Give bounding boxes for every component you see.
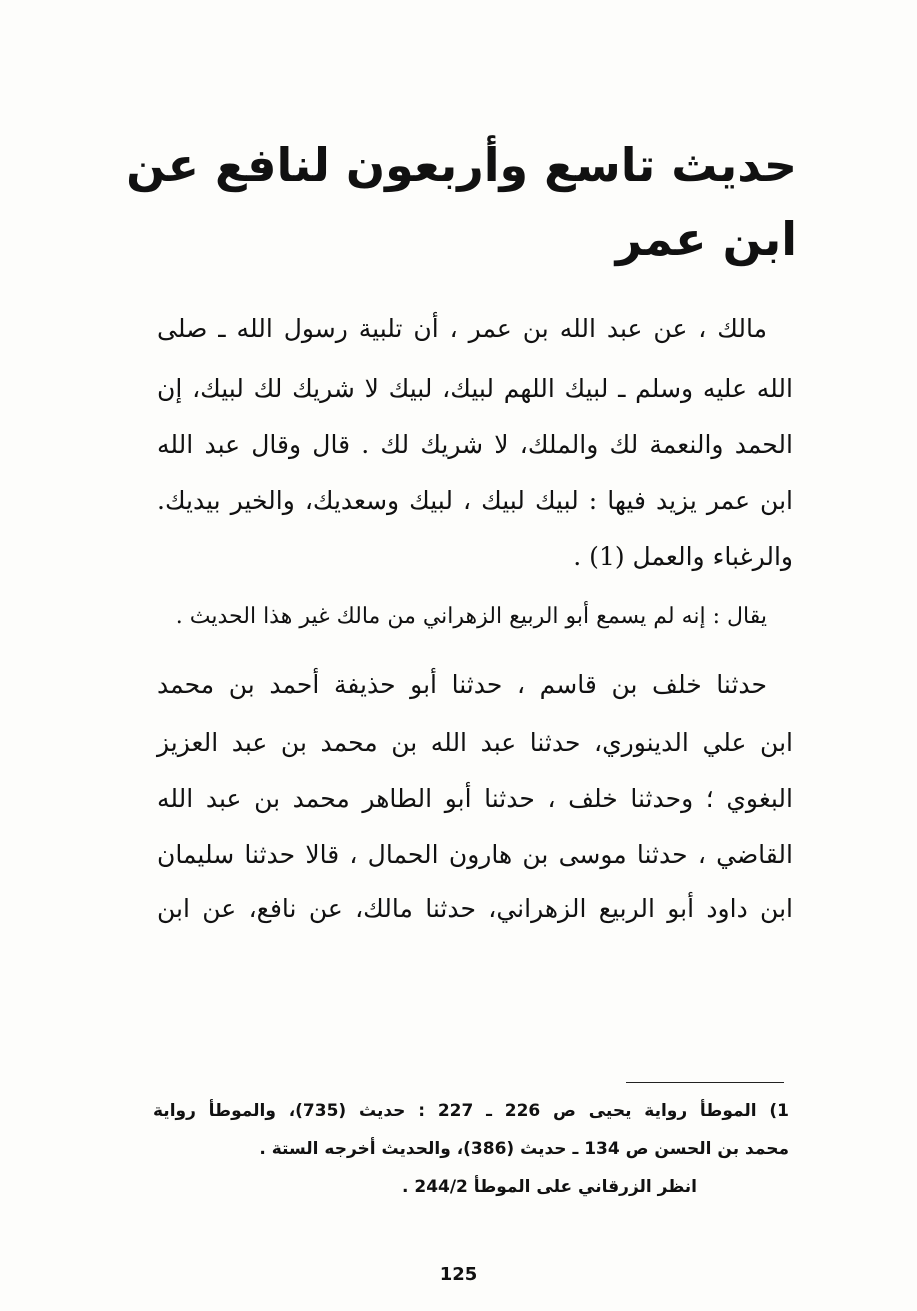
paragraph-1-line-4: ابن عمر يزيد فيها : لبيك لبيك ، لبيك وسعديك، والخير بيديك. [157, 486, 793, 515]
narrator-note: يقال : إنه لم يسمع أبو الربيع الزهراني من مالك غير هذا الحديث . [175, 604, 767, 629]
paragraph-1-line-1: مالك ، عن عبد الله بن عمر ، أن تلبية رسول الله ـ صلى [157, 314, 767, 343]
footnote-divider [626, 1082, 784, 1083]
footnote-line-1: 1) الموطأ رواية يحيى ص 226 ـ 227 : حديث (735)، والموطأ رواية [153, 1101, 789, 1121]
footnote-line-3: انظر الزرقاني على الموطأ 244/2 . [401, 1177, 697, 1197]
paragraph-1-line-5: والرغباء والعمل (1) . [573, 542, 793, 571]
paragraph-2-line-1: حدثنا خلف بن قاسم ، حدثنا أبو حذيفة أحمد بن محمد [157, 670, 767, 699]
footnote-line-2: محمد بن الحسن ص 134 ـ حديث (386)، والحديث أخرجه الستة . [259, 1139, 789, 1159]
paragraph-1-line-2: الله عليه وسلم ـ لبيك اللهم لبيك، لبيك لا شريك لك لبيك، إن [157, 374, 793, 403]
paragraph-1-line-3: الحمد والنعمة لك والملك، لا شريك لك . قال وقال عبد الله [157, 430, 793, 459]
paragraph-2-line-5: ابن داود أبو الربيع الزهراني، حدثنا مالك، عن نافع، عن ابن [157, 894, 793, 923]
chapter-title-line-2: ابن عمر [615, 212, 797, 266]
paragraph-2-line-3: البغوي ؛ وحدثنا خلف ، حدثنا أبو الطاهر محمد بن عبد الله [157, 784, 793, 813]
chapter-title-line-1: حديث تاسع وأربعون لنافع عن [126, 138, 797, 192]
paragraph-2-line-2: ابن علي الدينوري، حدثنا عبد الله بن محمد بن عبد العزيز [157, 728, 793, 757]
page-number: 125 [439, 1264, 478, 1285]
paragraph-2-line-4: القاضي ، حدثنا موسى بن هارون الحمال ، قالا حدثنا سليمان [157, 840, 793, 869]
